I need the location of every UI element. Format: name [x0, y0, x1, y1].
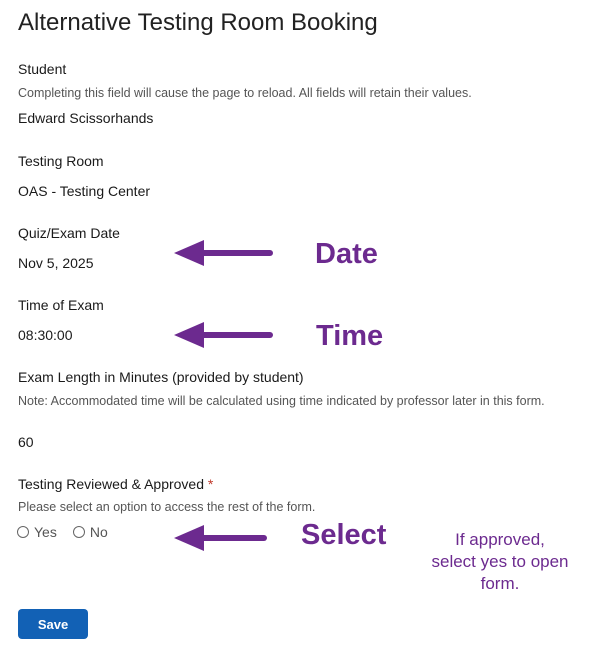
- page-title: Alternative Testing Room Booking: [18, 9, 378, 36]
- exam-length-value[interactable]: 60: [18, 434, 34, 450]
- radio-yes-label[interactable]: Yes: [34, 524, 57, 540]
- time-annotation: Time: [316, 320, 384, 352]
- approval-label-text: Testing Reviewed & Approved: [18, 476, 204, 492]
- student-value[interactable]: Edward Scissorhands: [18, 110, 154, 126]
- exam-length-label: Exam Length in Minutes (provided by student): [18, 369, 304, 385]
- radio-yes[interactable]: [17, 524, 57, 540]
- exam-length-hint: Note: Accommodated time will be calculated using time indicated by professor later in this form.: [18, 394, 545, 408]
- exam-date-value[interactable]: Nov 5, 2025: [18, 255, 94, 271]
- date-arrow-icon: [172, 236, 274, 270]
- time-arrow-icon: [172, 318, 274, 352]
- radio-no[interactable]: [73, 524, 108, 540]
- approval-hint: Please select an option to access the rest of the form.: [18, 500, 316, 514]
- exam-time-value[interactable]: 08:30:00: [18, 327, 73, 343]
- exam-time-label: Time of Exam: [18, 297, 104, 313]
- approval-note-line: form.: [480, 574, 520, 593]
- radio-no-circle[interactable]: [73, 526, 85, 538]
- exam-date-label: Quiz/Exam Date: [18, 225, 120, 241]
- student-label: Student: [18, 61, 67, 77]
- testing-room-value[interactable]: OAS - Testing Center: [18, 183, 151, 199]
- approval-note-line: select yes to open: [431, 552, 569, 571]
- radio-no-label[interactable]: No: [89, 524, 108, 540]
- approval-note-line: If approved,: [455, 530, 545, 549]
- select-arrow-icon: [172, 521, 268, 555]
- required-marker: *: [207, 476, 214, 492]
- save-button[interactable]: Save: [18, 609, 88, 639]
- student-hint: Completing this field will cause the page to reload. All fields will retain their values.: [18, 86, 472, 100]
- radio-yes-circle[interactable]: [17, 526, 29, 538]
- select-annotation: Select: [301, 519, 387, 551]
- approval-note: [415, 529, 585, 595]
- testing-room-label: Testing Room: [18, 153, 104, 169]
- approval-label: [18, 476, 213, 492]
- approval-radio-group: [17, 524, 108, 540]
- date-annotation: Date: [315, 238, 378, 270]
